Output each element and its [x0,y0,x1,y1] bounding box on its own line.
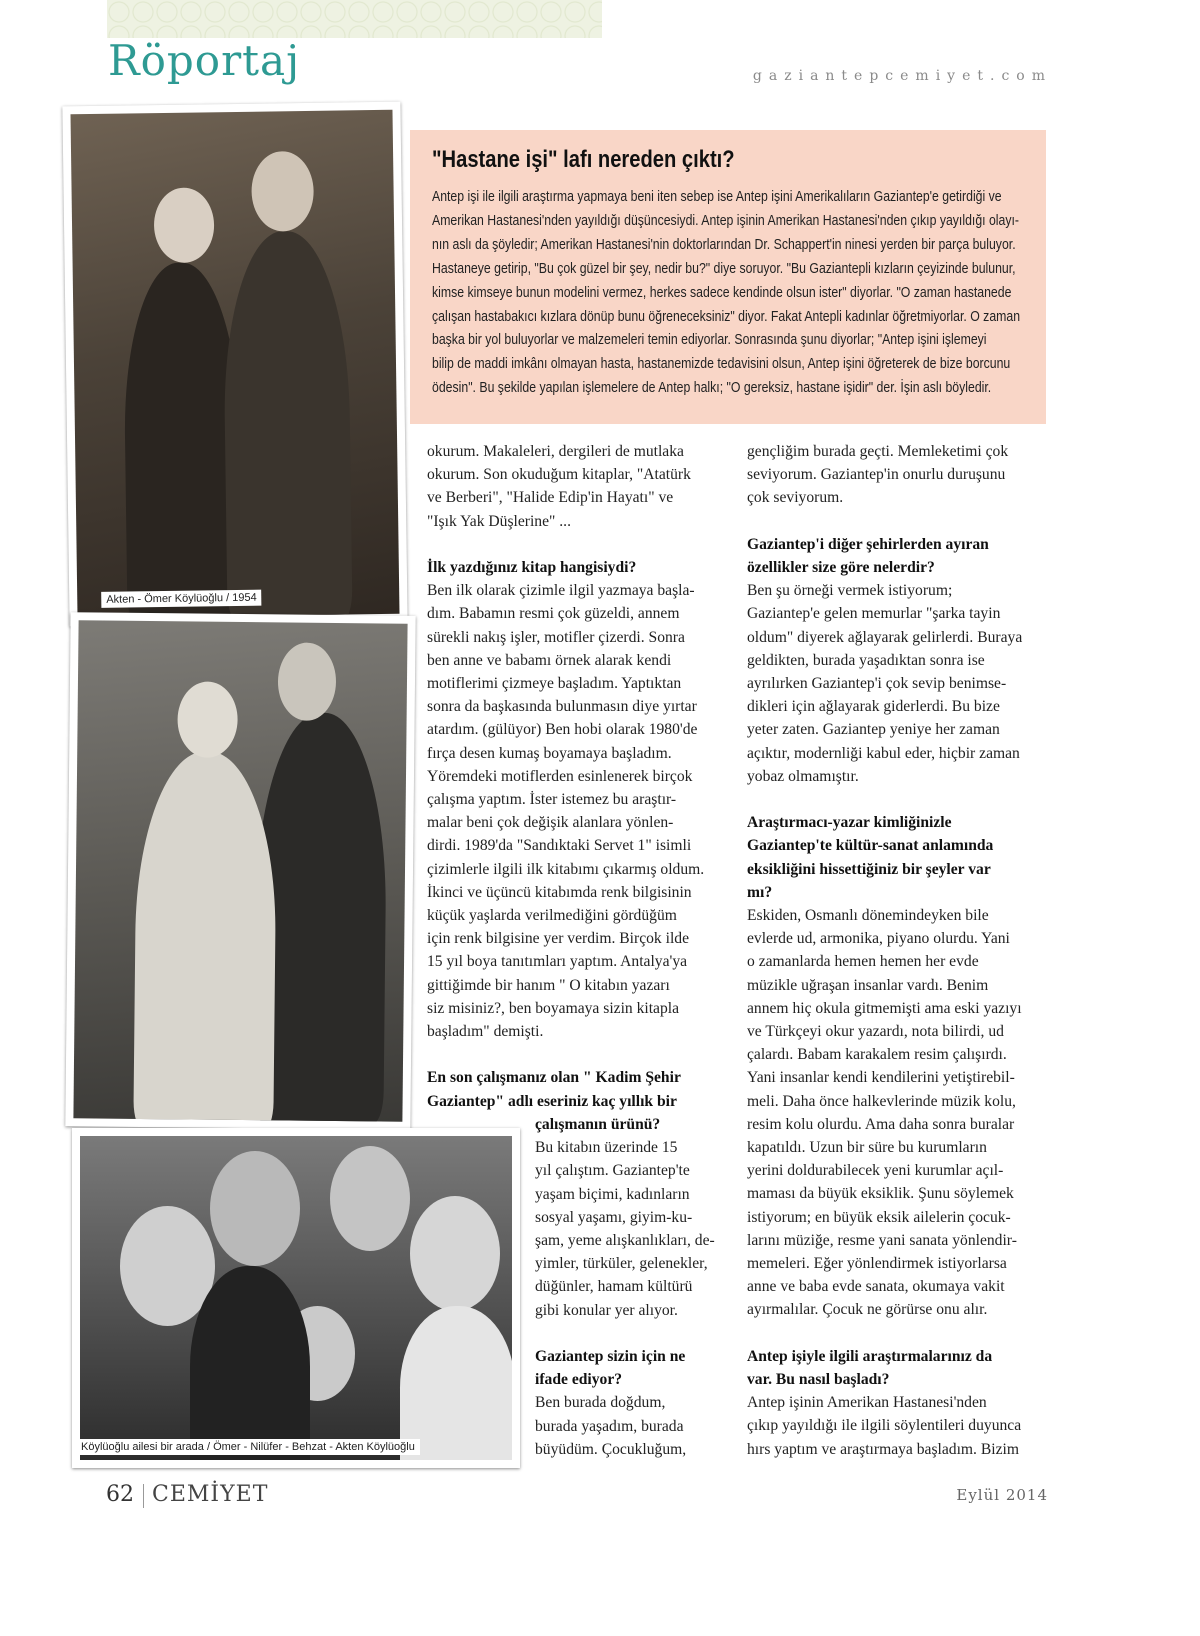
text-line: Ben burada doğdum, [535,1394,666,1412]
text-line: 15 yıl boya tanıtımları yaptım. Antalya'ya [427,953,688,971]
text-line: dikleri için ağlayarak giderlerdi. Bu bize [747,698,1000,716]
question-line: özellikler size göre nelerdir? [747,559,935,576]
sidebar-line: Hastaneye getirip, "Bu çok güzel bir şey, nedir bu?" diye soruyor. "Bu Gaziantepli kızların çeyizinde bulunur, [432,260,1016,277]
question-line: mı? [747,883,773,901]
footer-divider [143,1484,144,1508]
text-line: ve Türkçeyi okur yazardı, nota bilirdi, ud [747,1023,1004,1041]
question-line: Gaziantep'i diğer şehirlerden ayıran [747,535,989,553]
sidebar-line: kimse kimseye bunun modelini vermez, herkes sadece kendinde olsun ister" diyorlar. "O zaman hastanede [432,284,1012,301]
sidebar-line: bilip de maddi imkânı olmayan hasta, hastanemizde tedavisini olsun, Antep işini öğreterek de bize borcunu [432,356,1011,373]
text-line: hırs yaptım ve araştırmaya başladım. Bizim [747,1440,1019,1458]
text-line: larını müziğe, resme yani sanata yönlendir- [747,1231,1017,1249]
text-line: yobaz olmamıştır. [747,767,859,785]
sidebar-line: ödesin". Bu şekilde yapılan işlemelere de Antep halkı; "O gereksiz, hastane işidir" der. İşin aslı böyledir. [432,380,992,397]
text-line: oldum" diyerek ağlayarak gelirlerdi. Buraya [747,628,1023,646]
text-line: "Işık Yak Düşlerine" ... [427,512,571,530]
text-line: meli. Daha önce halkevlerinde müzik kolu, [747,1092,1016,1110]
question-line: ifade ediyor? [535,1371,623,1389]
sidebar-line: Amerikan Hastanesi'nden yayıldığı düşüncesiydi. Antep işinin Amerikan Hastanesi'nden çıkıp yayıldığı olayı- [432,212,1020,229]
text-line: istiyorum; en büyük eksik ailelerin çocuk- [747,1208,1011,1226]
text-line: Eskiden, Osmanlı dönemindeyken bile [747,907,989,925]
paragraph-gap [747,1322,1047,1345]
text-line: ve Berberi", "Halide Edip'in Hayatı" ve [427,489,674,507]
text-line: sosyal yaşamı, giyim-ku- [535,1208,693,1226]
text-line: anne ve baba evde sanata, okumaya vakit [747,1278,1005,1296]
text-line: maması da büyük eksiklik. Şunu söylemek [747,1185,1014,1203]
photo-caption: Köylüoğlu ailesi bir arada / Ömer - Nilüfer - Behzat - Akten Köylüoğlu [76,1439,420,1455]
article-column-middle-lower [535,1113,735,1461]
photo-wedding [65,612,415,1130]
sidebar-line: nın aslı da şöyledir; Amerikan Hastanesi'nin doktorlarından Dr. Schappert'in ninesi yerden bir parça buluyor. [432,236,1016,253]
text-line: çalardı. Babam karakalem resim çalışırdı. [747,1046,1007,1064]
text-line: okurum. Makaleleri, dergileri de mutlaka [427,443,684,460]
photo-caption: Akten - Ömer Köylüoğlu / 1954 [101,590,262,608]
text-line: yıl çalıştım. Gaziantep'te [535,1162,690,1180]
magazine-name: CEMİYET [152,1482,269,1507]
question-line: eksikliğini hissettiğiniz bir şeyler var [747,860,991,878]
text-line: çizimlerle ilgili ilk kitabımı çıkarmış oldum. [427,860,705,878]
article-column-right [747,440,1047,1461]
question-line: Antep işiyle ilgili araştırmalarınız da [747,1347,993,1365]
issue-date: Eylül 2014 [956,1486,1048,1504]
article-column-middle [427,440,727,1113]
paragraph-gap [747,510,1047,533]
text-line: gittiğimde bir hanım " O kitabın yazarı [427,976,670,994]
photo-image [70,110,399,618]
text-line: müzikle uğraşan insanlar vardı. Benim [747,976,989,994]
text-line: yaşam biçimi, kadınların [535,1185,690,1203]
text-line: Yöremdeki motiflerden esinlenerek birçok [427,767,693,785]
paragraph-gap [427,1043,727,1066]
text-line: yimler, türküler, gelenekler, [535,1255,708,1273]
text-line: sürekli nakış işler, motifler çizerdi. Sonra [427,628,685,646]
text-line: siz misiniz?, ben boyamaya sizin kitapla [427,999,680,1017]
text-line: Yani insanlar kendi kendilerini yetiştirebil- [747,1069,1015,1087]
paragraph-gap [535,1322,735,1345]
text-line: atardım. (gülüyor) Ben hobi olarak 1980'de [427,721,698,739]
text-line: resim kolu olurdu. Ama daha sonra buralar [747,1115,1015,1133]
sidebar-line: Antep işi ile ilgili araştırma yapmaya beni iten sebep ise Antep işini Amerikalıların Gaziantep'e getirdiği ve [432,189,1002,205]
text-line: başladım" demişti. [427,1023,544,1041]
question-line: Gaziantep'te kültür-sanat anlamında [747,837,994,855]
question-line: Gaziantep sizin için ne [535,1348,686,1366]
text-line: ayırmalılar. Çocuk ne görürse onu alır. [747,1301,988,1319]
text-line: geldikten, burada yaşadıktan sonra ise [747,651,985,669]
text-line: Ben ilk olarak çizimle ilgil yazmaya başla- [427,582,695,600]
text-line: Ben şu örneği vermek istiyorum; [747,582,953,600]
photo-couple-1954 [62,102,407,627]
text-line: seviyorum. Gaziantep'in onurlu duruşunu [747,466,1006,484]
text-line: şam, yeme alışkanlıkları, de- [535,1232,715,1250]
text-line: malar beni çok değişik alanlara yönlen- [427,814,674,832]
question-line: En son çalışmanız olan " Kadim Şehir [427,1069,681,1087]
question-line: Gaziantep" adlı eseriniz kaç yıllık bir [427,1092,677,1110]
text-line: yeter zaten. Gaziantep yeniye her zaman [747,721,1000,739]
question-line: çalışmanın ürünü? [535,1116,661,1133]
text-line: çok seviyorum. [747,489,844,507]
paragraph-gap [427,533,727,556]
text-line: İkinci ve üçüncü kitabımda renk bilgisinin [427,883,692,901]
text-line: açıktır, modernliği kabul eder, hiçbir zaman [747,744,1020,762]
text-line: evlerde ud, armonika, piyano olurdu. Yani [747,930,1010,948]
text-line: yerini doldurabilecek yeni kurumlar açıl- [747,1162,1004,1180]
text-line: gençliğim burada geçti. Memleketimi çok [747,443,1009,460]
text-line: ayrılırken Gaziantep'i çok sevip benimse- [747,675,1007,693]
page-number: 62 [106,1482,134,1507]
text-line: düğünler, hamam kültürü [535,1278,693,1296]
question-line: İlk yazdığınız kitap hangisiydi? [427,559,637,576]
text-line: için renk bilgisine yer verdim. Birçok ilde [427,930,689,948]
text-line: Bu kitabın üzerinde 15 [535,1139,678,1157]
text-line: motiflerimi çizmeye başladım. Yaptıktan [427,675,682,693]
text-line: sonra da başkasında bulunmasın diye yırtar [427,698,697,716]
text-line: çıkıp yayıldığı ile ilgili söylentileri duyunca [747,1417,1022,1435]
text-line: annem hiç okula gitmemişti ama eski yazıyı [747,999,1022,1017]
text-line: kapatıldı. Uzun bir süre bu kurumların [747,1139,987,1157]
photo-image [80,1136,512,1460]
text-line: küçük yaşlarda verilmediğini gördüğüm [427,907,677,925]
header-ornament [107,0,602,38]
site-address: gaziantepcemiyet.com [752,68,1052,84]
text-line: Gaziantep'e gelen memurlar "şarka tayin [747,605,1001,623]
text-line: Antep işinin Amerikan Hastanesi'nden [747,1394,987,1412]
text-line: büyüdüm. Çocukluğum, [535,1440,687,1458]
sidebar-box-title: "Hastane işi" lafı nereden çıktı? [432,146,735,173]
text-line: burada yaşadım, burada [535,1417,684,1435]
text-line: çalışma yaptım. İster istemez bu araştır- [427,791,677,809]
text-line: dirdi. 1989'da "Sandıktaki Servet 1" isimli [427,837,692,855]
photo-family [72,1128,520,1468]
text-line: dım. Babamın resmi çok güzeldi, annem [427,605,680,623]
text-line: okurum. Son okuduğum kitaplar, "Atatürk [427,466,691,484]
text-line: gibi konular yer alıyor. [535,1301,678,1319]
sidebar-line: çalışan hastabakıcı kızlara dönüp bunu öğreneceksiniz" diyor. Fakat Antepli kadınlar öğretmiyorlar. O zaman [432,308,1021,325]
sidebar-box-text [432,186,1030,401]
question-line: Araştırmacı-yazar kimliğinizle [747,814,952,832]
paragraph-gap [747,788,1047,811]
text-line: ben anne ve babamı örnek alarak kendi [427,651,672,669]
photo-image [73,620,407,1121]
sidebar-line: başka bir yol buluyorlar ve malzemeleri temin ediyorlar. Sonrasında şunu diyorlar; "Antep işini işlemeyi [432,332,987,349]
text-line: o zamanlarda hemen hemen her evde [747,953,979,971]
text-line: memeleri. Eğer yönlendirmek istiyorlarsa [747,1255,1007,1273]
question-line: var. Bu nasıl başladı? [747,1371,890,1389]
text-line: fırça desen kumaş boyamaya başladım. [427,744,672,762]
section-title: Röportaj [108,36,301,85]
